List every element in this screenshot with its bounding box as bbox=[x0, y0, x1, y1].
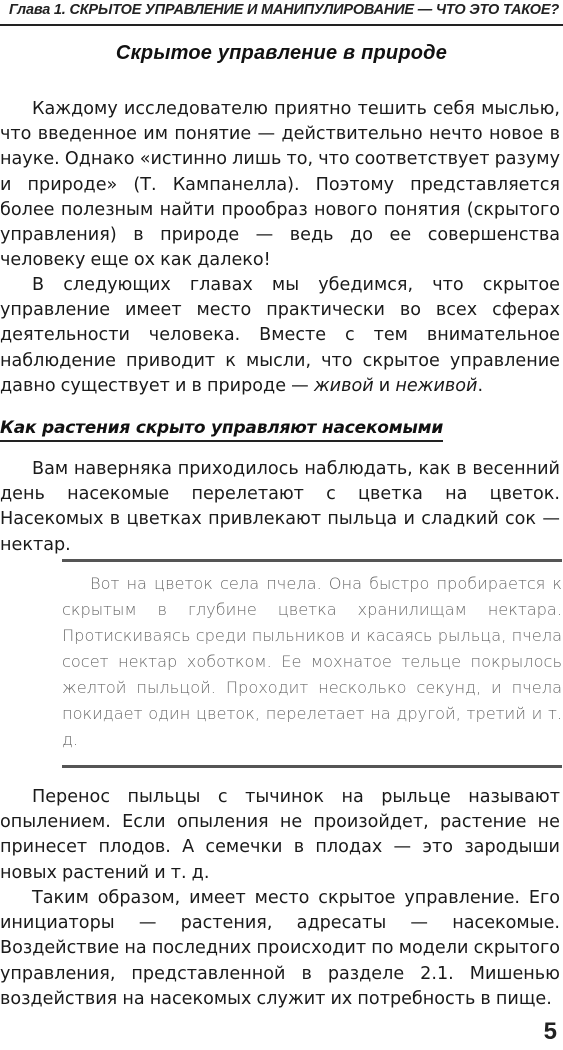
quote-box bbox=[62, 559, 562, 768]
quote-text: Вот на цветок села пчела. Она быстро пробирается к скрытым в глубине цветка хранилищам нектара. Протискиваясь среди пыльников и касаясь рыльца, пчела сосет нектар хоботком. Ее мохнатое тельце покрылось желтой пыльцой. Проходит несколько секунд, и пчела покидает один цветок, перелетает на другой, третий и т. д. bbox=[62, 574, 562, 749]
emphasis-living: живой bbox=[313, 375, 374, 396]
emphasis-nonliving: неживой bbox=[395, 375, 478, 396]
paragraph-intro: Каждому исследователю приятно тешить себя мыслью, что введенное им понятие — действительно нечто новое в науке. Однако «истинно лишь то, что соответствует разуму и природе» (Т. Кампанелла). Поэтому представляется более полезным найти прообраз нового понятия (скрытого управления) в природе — ведь до ее совершенства человеку еще ох как далеко! bbox=[0, 99, 560, 271]
running-head-text: Глава 1. СКРЫТОЕ УПРАВЛЕНИЕ И МАНИПУЛИРОВАНИЕ — ЧТО ЭТО ТАКОЕ? bbox=[9, 2, 559, 18]
paragraph-pollination: Перенос пыльцы с тычинок на рыльце называют опылением. Если опыления не произойдет, растение не принесет плодов. А семечки в плодах — это зародыши новых растений и т. д. bbox=[0, 787, 560, 883]
paragraph-conclusion: Таким образом, имеет место скрытое управление. Его инициаторы — растения, адресаты — насекомые. Воздействие на последних происходит по модели скрытого управления, представленной в разделе 2.1. Мишенью воздействия на насекомых служит их потребность в пище. bbox=[0, 888, 560, 1009]
paragraph-hidden-control-in-nature bbox=[0, 273, 560, 399]
subheading: Как растения скрыто управляют насекомыми bbox=[0, 418, 443, 442]
paragraph-text: В следующих главах мы убедимся, что скрытое управление имеет место практически во всех сферах деятельности человека. Вместе с тем внимательное наблюдение приводит к мысли, что скрытое управление давно существует и в природе — bbox=[0, 275, 560, 396]
page-number: 5 bbox=[543, 1018, 557, 1045]
section-title: Скрытое управление в природе bbox=[115, 42, 448, 64]
conjunction: и bbox=[373, 375, 396, 396]
running-head bbox=[0, 0, 563, 26]
paragraph-end: . bbox=[477, 375, 484, 396]
paragraph-insects: Вам наверняка приходилось наблюдать, как в весенний день насекомые перелетают с цветка на цветок. Насекомых в цветках привлекают пыльца и сладкий сок — нектар. bbox=[0, 459, 560, 555]
